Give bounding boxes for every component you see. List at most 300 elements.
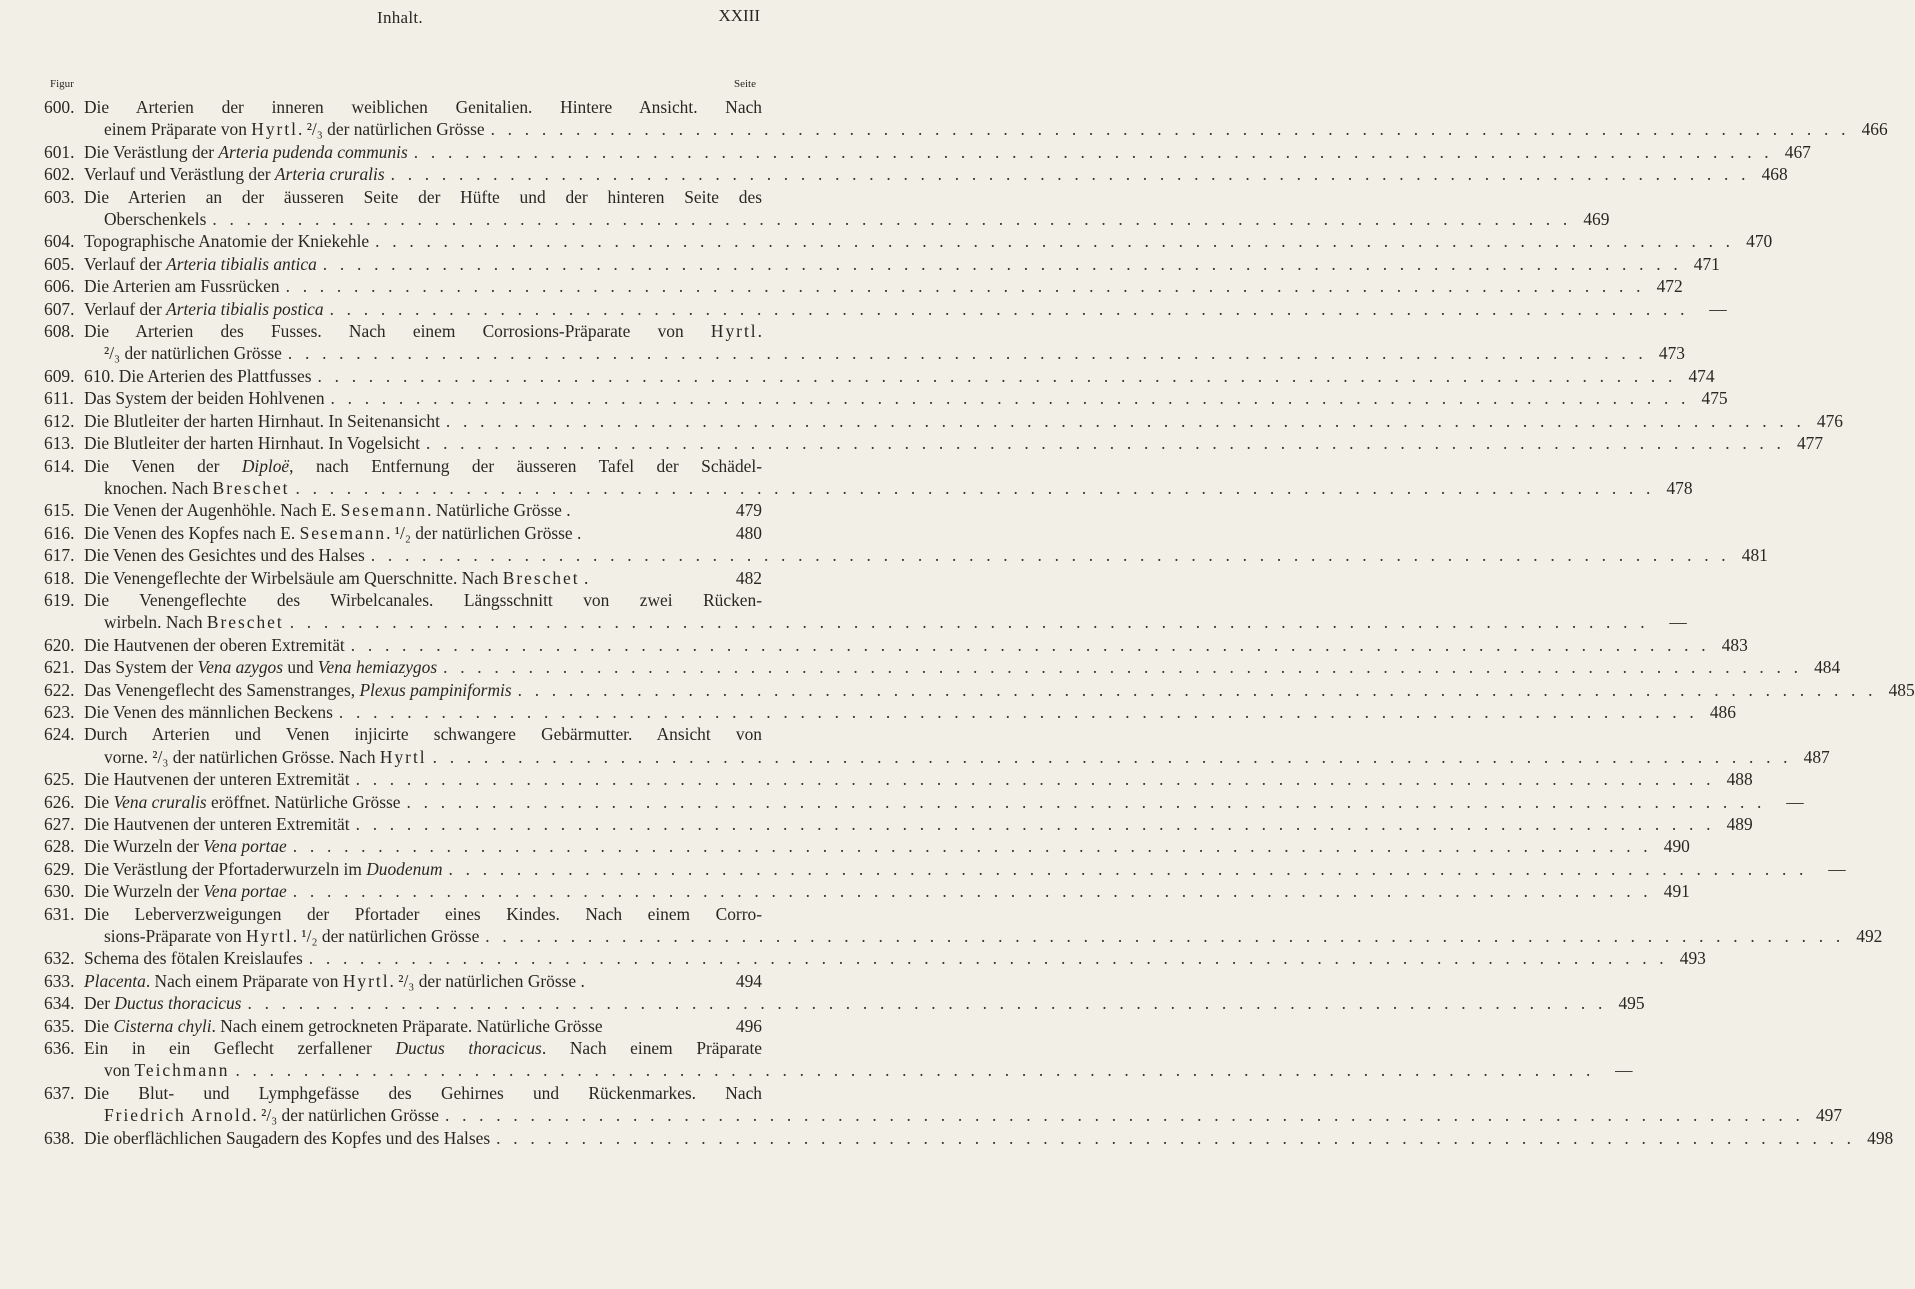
text-segment: Ein in ein Geflecht zerfallener (84, 1038, 396, 1059)
text-segment: Die Venengeflechte der Wirbelsäule am Querschnitte. Nach (84, 567, 503, 588)
text-segment: Das Venengeflecht des Samenstranges, (84, 679, 360, 700)
figure-entry (44, 947, 1706, 969)
figure-entry (44, 768, 1753, 790)
latin-term: Arteria tibialis postica (166, 298, 324, 319)
text-segment: knochen. Nach (104, 477, 213, 498)
dot-leader: . . . . . . . . . . . . . . . . . . . . . . . . . . . . . . . . . . . . . . . . . . . . . . . . . . . . . . . . . . . . . . . . . . . . . . . . . . . . . . . . (322, 253, 1682, 274)
dot-leader: . . . . . . . . . . . . . . . . . . . . . . . . . . . . . . . . . . . . . . . . . . . . . . . . . . . . . . . . . . . . . . . . . . . . . . . . . . . . . . . . (292, 836, 1652, 857)
entry-text (84, 456, 762, 476)
figure-entry (44, 544, 1768, 566)
figure-index-list (44, 96, 1915, 1149)
figure-number: 622. (44, 679, 75, 700)
figure-entry (44, 813, 1753, 835)
text-segment: . ²/₃ der natürlichen Grösse (298, 119, 485, 140)
latin-term: Arteria cruralis (274, 164, 385, 185)
figure-number: 627. (44, 814, 75, 834)
latin-term: Arteria pudenda communis (218, 141, 408, 162)
dot-leader: . . . . . . . . . . . . . . . . . . . . . . . . . . . . . . . . . . . . . . . . . . . . . . . . . . . . . . . . . . . . . . . . . . . . . . . . . . . . . . . . (317, 365, 1677, 386)
figure-number: 612. (44, 410, 75, 431)
figure-number: 620. (44, 634, 75, 655)
text-segment: ²/₃ der natürlichen Grösse (104, 343, 282, 364)
latin-term: Vena portae (203, 881, 287, 902)
page-ref: 475 (1701, 388, 1728, 409)
entry-line (84, 1127, 1894, 1149)
entry-text (104, 1059, 229, 1081)
author-name: Hyrtl (342, 970, 390, 991)
text-segment: Die Arterien an der äusseren Seite der Hüfte und der hinteren Seite des (84, 186, 762, 207)
page-number: XXIII (718, 6, 760, 25)
figure-entry (44, 970, 762, 992)
entry-line (84, 903, 762, 925)
figure-entry (44, 163, 1788, 185)
entry-line (84, 1082, 762, 1104)
page-ref: 480 (735, 522, 762, 543)
page-ref: 491 (1663, 881, 1690, 902)
column-label-figur: Figur (50, 78, 74, 90)
latin-term: Ductus thoracicus (114, 993, 242, 1014)
dot-leader: . . . . . . . . . . . . . . . . . . . . . . . . . . . . . . . . . . . . . . . . . . . . . . . . . . . . . . . . . . . . . . . . . . . . . . . . . . . . . . . . (496, 1127, 1856, 1148)
entry-text (84, 992, 241, 1014)
latin-term: Vena hemiazygos (317, 657, 438, 678)
entry-line (84, 342, 1685, 364)
text-segment: Die Wurzeln der (84, 836, 204, 857)
text-segment: Topographische Anatomie der Kniekehle (84, 231, 370, 252)
entry-line (84, 947, 1706, 969)
entry-line (84, 1059, 1633, 1081)
dot-leader: . . . . . . . . . . . . . . . . . . . . . . . . . . . . . . . . . . . . . . . . . . . . . . . . . . . . . . . . . . . . . . . . . . . . . . . . . . . . . . . . (485, 926, 1845, 947)
page-ref: 490 (1663, 836, 1690, 857)
entry-text (84, 768, 350, 790)
page-ref: 495 (1618, 993, 1645, 1014)
latin-term: Placenta (84, 970, 146, 991)
entry-text (84, 275, 280, 297)
dot-leader: . . . . . . . . . . . . . . . . . . . . . . . . . . . . . . . . . . . . . . . . . . . . . . . . . . . . . . . . . . . . . . . . . . . . . . . . . . . . . . . . (285, 276, 1645, 297)
entry-text (84, 141, 408, 163)
dot-leader: . . . . . . . . . . . . . . . . . . . . . . . . . . . . . . . . . . . . . . . . . . . . . . . . . . . . . . . . . . . . . . . . . . . . . . . . . . . . . . . . (355, 814, 1715, 834)
figure-entry (44, 723, 1830, 768)
figure-number: 630. (44, 881, 75, 902)
text-segment: . ²/₃ der natürlichen Grösse . (389, 970, 585, 991)
latin-term: Plexus pampiniformis (359, 679, 512, 700)
page-ref: — (1669, 612, 1687, 633)
text-segment: . ¹/₂ der natürlichen Grösse . (386, 522, 582, 543)
entry-line (84, 387, 1728, 409)
entry-line (84, 634, 1748, 656)
entry-text (84, 187, 762, 207)
page-ref: — (1709, 298, 1727, 319)
entry-line (84, 410, 1843, 432)
entry-text (84, 567, 588, 589)
figure-number: 637. (44, 1082, 75, 1103)
text-segment: Die Venen der (84, 455, 242, 476)
page-ref: 466 (1861, 119, 1888, 140)
dot-leader: . . . . . . . . . . . . . . . . . . . . . . . . . . . . . . . . . . . . . . . . . . . . . . . . . . . . . . . . . . . . . . . . . . . . . . . . . . . . . . . . (329, 298, 1689, 319)
text-segment: Die Arterien am Fussrücken (84, 276, 280, 297)
text-segment: Die Blutleiter der harten Hirnhaut. In Vogelsicht (84, 433, 420, 454)
entry-text (84, 432, 420, 454)
dot-leader: . . . . . . . . . . . . . . . . . . . . . . . . . . . . . . . . . . . . . . . . . . . . . . . . . . . . . . . . . . . . . . . . . . . . . . . . . . . . . . . . (406, 791, 1766, 812)
author-name: Sesemann (340, 500, 428, 521)
figure-number: 629. (44, 858, 75, 879)
figure-number: 608. (44, 321, 75, 342)
text-segment: Die Verästlung der (84, 141, 219, 162)
entry-line (84, 544, 1768, 566)
text-segment: . ²/₃ der natürlichen Grösse (252, 1105, 439, 1126)
figure-number: 624. (44, 724, 75, 745)
entry-line (84, 253, 1720, 275)
dot-leader: . . . . . . . . . . . . . . . . . . . . . . . . . . . . . . . . . . . . . . . . . . . . . . . . . . . . . . . . . . . . . . . . . . . . . . . . . . . . . . . . (443, 657, 1803, 678)
entry-text (84, 858, 443, 880)
author-name: Breschet (502, 567, 580, 588)
entry-line (84, 275, 1683, 297)
dot-leader: . . . . . . . . . . . . . . . . . . . . . . . . . . . . . . . . . . . . . . . . . . . . . . . . . . . . . . . . . . . . . . . . . . . . . . . . . . . . . . . . (355, 769, 1715, 790)
figure-number: 626. (44, 791, 75, 812)
page-ref: 467 (1784, 141, 1811, 162)
dot-leader: . . . . . . . . . . . . . . . . . . . . . . . . . . . . . . . . . . . . . . . . . . . . . . . . . . . . . . . . . . . . . . . . . . . . . . . . . . . . . . . . (425, 433, 1786, 454)
page-ref: 489 (1726, 814, 1753, 834)
figure-entry (44, 141, 1811, 163)
dot-leader: . . . . . . . . . . . . . . . . . . . . . . . . . . . . . . . . . . . . . . . . . . . . . . . . . . . . . . . . . . . . . . . . . . . . . . . . . . . . . . . . (330, 388, 1690, 409)
figure-number: 613. (44, 433, 75, 454)
text-segment: . ¹/₂ der natürlichen Grösse (292, 926, 480, 947)
entry-line (84, 298, 1727, 320)
figure-number: 635. (44, 1015, 75, 1036)
figure-entry (44, 432, 1824, 454)
figure-number: 634. (44, 993, 75, 1014)
dot-leader: . . . . . . . . . . . . . . . . . . . . . . . . . . . . . . . . . . . . . . . . . . . . . . . . . . . . . . . . . . . . . . . . . . . . . . . . . . . . . . . . (247, 993, 1607, 1014)
figure-entry (44, 903, 1883, 948)
page-ref: 473 (1658, 343, 1685, 364)
figure-entry (44, 835, 1690, 857)
entry-text (84, 1038, 762, 1058)
text-segment: Die Venen des Gesichtes und des Halses (84, 545, 365, 566)
figure-entry (44, 522, 762, 544)
text-segment: Die Hautvenen der unteren Extremität (84, 814, 350, 834)
page-ref: 481 (1741, 545, 1768, 566)
figure-entry (44, 656, 1841, 678)
text-segment: einem Präparate von (104, 119, 252, 140)
dot-leader: . . . . . . . . . . . . . . . . . . . . . . . . . . . . . . . . . . . . . . . . . . . . . . . . . . . . . . . . . . . . . . . . . . . . . . . . . . . . . . . . (350, 634, 1710, 655)
column-label-seite: Seite (734, 78, 756, 90)
entry-line (84, 858, 1846, 880)
dot-leader: . . . . . . . . . . . . . . . . . . . . . . . . . . . . . . . . . . . . . . . . . . . . . . . . . . . . . . . . . . . . . . . . . . . . . . . . . . . . . . . . (370, 545, 1730, 566)
dot-leader: . . . . . . . . . . . . . . . . . . . . . . . . . . . . . . . . . . . . . . . . . . . . . . . . . . . . . . . . . . . . . . . . . . . . . . . . . . . . . . . . (338, 701, 1698, 722)
figure-number: 625. (44, 769, 75, 790)
text-segment: Die Wurzeln der (84, 881, 204, 902)
figure-entry (44, 253, 1720, 275)
entry-text (84, 365, 312, 387)
text-segment: Verlauf der (84, 253, 167, 274)
entry-text (84, 1127, 490, 1149)
text-segment: . Natürliche Grösse . (427, 500, 571, 521)
page-ref: 477 (1796, 433, 1824, 454)
text-segment: Die Venen der Augenhöhle. Nach E. (84, 500, 341, 521)
entry-line (84, 567, 762, 589)
entry-line (84, 141, 1811, 163)
entry-text (84, 163, 385, 185)
entry-text (84, 522, 581, 544)
dot-leader: . . . . . . . . . . . . . . . . . . . . . . . . . . . . . . . . . . . . . . . . . . . . . . . . . . . . . . . . . . . . . . . . . . . . . . . . . . . . . . . . (308, 948, 1668, 969)
entry-text (84, 97, 762, 117)
text-segment: sions-Präparate von (104, 926, 246, 947)
entry-text (84, 904, 762, 924)
latin-term: Arteria tibialis antica (166, 253, 317, 274)
figure-entry (44, 992, 1645, 1014)
entry-line (84, 432, 1824, 454)
page-ref: 497 (1815, 1105, 1843, 1126)
entry-line (84, 589, 762, 611)
author-name: Hyrtl (710, 321, 758, 342)
dot-leader: . . . . . . . . . . . . . . . . . . . . . . . . . . . . . . . . . . . . . . . . . . . . . . . . . . . . . . . . . . . . . . . . . . . . . . . . . . . . . . . . (490, 119, 1850, 140)
page-ref: 469 (1583, 209, 1610, 230)
entry-text (104, 477, 290, 499)
entry-line (84, 1037, 762, 1059)
text-segment: Die Leberverzweigungen der Pfortader eines Kindes. Nach einem Corro- (84, 903, 762, 924)
entry-text (84, 253, 317, 275)
figure-number: 616. (44, 522, 75, 543)
page-title: Inhalt. (376, 8, 423, 27)
latin-term: Vena cruralis (113, 791, 207, 812)
text-segment: Durch Arterien und Venen injicirte schwangere Gebärmutter. Ansicht von (84, 724, 762, 745)
entry-line (84, 701, 1736, 723)
figure-entry (44, 679, 1915, 701)
figure-number: 633. (44, 970, 75, 991)
figure-number: 603. (44, 186, 75, 207)
text-segment: . Nach einem getrockneten Präparate. Natürliche Grösse (211, 1015, 603, 1036)
figure-entry (44, 589, 1687, 634)
entry-line (84, 679, 1915, 701)
latin-term: Duodenum (366, 858, 443, 879)
figure-entry (44, 1015, 762, 1037)
page-ref: 483 (1721, 634, 1748, 655)
figure-entry (44, 410, 1843, 432)
dot-leader: . . . . . . . . . . . . . . . . . . . . . . . . . . . . . . . . . . . . . . . . . . . . . . . . . . . . . . . . . . . . . . . . . . . . . . . . . . . . . . . . (289, 612, 1649, 633)
figure-entry (44, 499, 762, 521)
page-ref: 488 (1726, 769, 1753, 790)
figure-number: 605. (44, 253, 75, 274)
entry-text (104, 746, 427, 768)
page-ref: 468 (1761, 164, 1788, 185)
page-ref: 485 (1888, 679, 1915, 700)
text-segment: eröffnet. Natürliche Grösse (206, 791, 401, 812)
entry-line (84, 723, 762, 745)
entry-line (84, 925, 1883, 947)
dot-leader: . . . . . . . . . . . . . . . . . . . . . . . . . . . . . . . . . . . . . . . . . . . . . . . . . . . . . . . . . . . . . . . . . . . . . . . . . . . . . . . . (295, 477, 1655, 498)
entry-text (104, 208, 206, 230)
dot-leader: . . . . . . . . . . . . . . . . . . . . . . . . . . . . . . . . . . . . . . . . . . . . . . . . . . . . . . . . . . . . . . . . . . . . . . . . . . . . . . . . (292, 881, 1652, 902)
entry-line (84, 992, 1645, 1014)
text-segment: Die Arterien der inneren weiblichen Genitalien. Hintere Ansicht. Nach (84, 97, 762, 117)
entry-text (84, 880, 287, 902)
page-ref: 484 (1814, 657, 1841, 678)
text-segment: Die Verästlung der Pfortaderwurzeln im (84, 858, 367, 879)
page-ref: 498 (1867, 1127, 1894, 1148)
dot-leader: . . . . . . . . . . . . . . . . . . . . . . . . . . . . . . . . . . . . . . . . . . . . . . . . . . . . . . . . . . . . . . . . . . . . . . . . . . . . . . . . (517, 679, 1877, 700)
text-segment: Die (84, 1015, 114, 1036)
figure-entry (44, 298, 1727, 320)
figure-number: 628. (44, 836, 75, 857)
text-segment: , nach Entfernung der äusseren Tafel der Schädel- (289, 455, 762, 476)
text-segment: Die Hautvenen der oberen Extremität (84, 634, 345, 655)
figure-entry (44, 1127, 1894, 1149)
author-name: Hyrtl (246, 926, 293, 947)
entry-text (84, 970, 585, 992)
entry-line (84, 320, 762, 342)
dot-leader: . . . . . . . . . . . . . . . . . . . . . . . . . . . . . . . . . . . . . . . . . . . . . . . . . . . . . . . . . . . . . . . . . . . . . . . . . . . . . . . . (390, 164, 1750, 185)
entry-line (84, 186, 762, 208)
author-name: Hyrtl (379, 746, 427, 767)
entry-text (104, 1104, 439, 1126)
entry-text (84, 499, 571, 521)
entry-line (84, 611, 1687, 633)
figure-number: 601. (44, 141, 75, 162)
dot-leader: . . . . . . . . . . . . . . . . . . . . . . . . . . . . . . . . . . . . . . . . . . . . . . . . . . . . . . . . . . . . . . . . . . . . . . . . . . . . . . . . (287, 343, 1647, 364)
text-segment: von (104, 1060, 135, 1081)
text-segment: 610. Die Arterien des Plattfusses (84, 365, 312, 386)
page-ref: 471 (1693, 253, 1720, 274)
page-ref: 493 (1679, 948, 1706, 969)
entry-text (84, 947, 303, 969)
entry-text (84, 724, 762, 744)
figure-number: 615. (44, 500, 75, 521)
figure-number: 602. (44, 164, 75, 185)
entry-line (84, 791, 1804, 813)
latin-term: Ductus thoracicus (395, 1038, 542, 1059)
text-segment: wirbeln. Nach (104, 612, 207, 633)
text-segment: Das System der beiden Hohlvenen (84, 388, 325, 409)
text-segment: Die Arterien des Fusses. Nach einem Corrosions-Präparate von (84, 321, 711, 342)
entry-line (84, 365, 1715, 387)
entry-line (84, 163, 1788, 185)
dot-leader: . . . . . . . . . . . . . . . . . . . . . . . . . . . . . . . . . . . . . . . . . . . . . . . . . . . . . . . . . . . . . . . . . . . . . . . . . . . . . . . . (375, 231, 1735, 252)
entry-line (84, 522, 762, 544)
entry-line (84, 499, 762, 521)
entry-line (84, 970, 762, 992)
figure-number: 617. (44, 545, 75, 566)
figure-number: 604. (44, 231, 75, 252)
text-segment: Schema des fötalen Kreislaufes (84, 948, 303, 969)
figure-entry (44, 701, 1736, 723)
entry-line (84, 208, 1610, 230)
entry-line (84, 455, 762, 477)
page-ref: 476 (1816, 410, 1843, 431)
entry-text (84, 321, 762, 341)
page-ref: 487 (1803, 746, 1830, 767)
entry-line (84, 746, 1830, 768)
author-name: Breschet (212, 477, 290, 498)
entry-text (84, 656, 437, 678)
page-ref: — (1828, 858, 1846, 879)
page-ref: 482 (735, 567, 762, 588)
page-ref: 478 (1666, 477, 1693, 498)
page-ref: — (1615, 1060, 1633, 1081)
text-segment: Die Venen des Kopfes nach E. (84, 522, 300, 543)
text-segment: Verlauf und Verästlung der (84, 164, 275, 185)
page-ref: — (1786, 791, 1804, 812)
author-name: Breschet (206, 612, 284, 633)
figure-entry (44, 387, 1728, 409)
dot-leader: . . . . . . . . . . . . . . . . . . . . . . . . . . . . . . . . . . . . . . . . . . . . . . . . . . . . . . . . . . . . . . . . . . . . . . . . . . . . . . . . (413, 141, 1773, 162)
dot-leader: . . . . . . . . . . . . . . . . . . . . . . . . . . . . . . . . . . . . . . . . . . . . . . . . . . . . . . . . . . . . . . . . . . . . . . . . . . . . . . . . (448, 858, 1808, 879)
figure-entry (44, 320, 1685, 365)
figure-number: 606. (44, 276, 75, 297)
figure-number: 607. (44, 298, 75, 319)
entry-line (84, 118, 1888, 140)
figure-number: 636. (44, 1038, 75, 1059)
entry-text (84, 679, 512, 701)
page-ref: 486 (1709, 701, 1736, 722)
figure-entry (44, 96, 1888, 141)
latin-term: Vena portae (203, 836, 287, 857)
figure-entry (44, 230, 1773, 252)
figure-entry (44, 365, 1715, 387)
author-name: Hyrtl (251, 119, 298, 140)
figure-entry (44, 1037, 1633, 1082)
dot-leader: . . . . . . . . . . . . . . . . . . . . . . . . . . . . . . . . . . . . . . . . . . . . . . . . . . . . . . . . . . . . . . . . . . . . . . . . . . . . . . . . (445, 410, 1805, 431)
entry-text (84, 590, 762, 610)
figure-entry (44, 880, 1690, 902)
author-name: Friedrich Arnold (104, 1105, 253, 1126)
latin-term: Cisterna chyli (113, 1015, 212, 1036)
text-segment: . Nach einem Präparate von (145, 970, 343, 991)
figure-entry (44, 634, 1748, 656)
figure-entry (44, 567, 762, 589)
entry-line (84, 96, 762, 118)
entry-line (84, 835, 1690, 857)
figure-entry (44, 186, 1610, 231)
text-segment: Die Hautvenen der unteren Extremität (84, 769, 350, 790)
page-ref: 474 (1688, 365, 1715, 386)
figure-number: 621. (44, 657, 75, 678)
text-segment: und (283, 657, 318, 678)
figure-entry (44, 455, 1693, 500)
text-segment: Die Venengeflechte des Wirbelcanales. Längsschnitt von zwei Rücken- (84, 589, 762, 610)
entry-text (84, 1083, 762, 1103)
text-segment: Die Venen des männlichen Beckens (84, 701, 333, 722)
entry-text (84, 701, 333, 723)
text-segment: vorne. ²/₃ der natürlichen Grösse. Nach (104, 746, 380, 767)
entry-text (84, 410, 440, 432)
figure-entry (44, 858, 1846, 880)
entry-line (84, 477, 1693, 499)
figure-number: 614. (44, 455, 75, 476)
entry-text (84, 544, 365, 566)
page-ref: 472 (1656, 276, 1683, 297)
text-segment: Der (84, 993, 115, 1014)
figure-entry (44, 1082, 1843, 1127)
figure-entry (44, 275, 1683, 297)
text-segment: Die Blut- und Lymphgefässe des Gehirnes und Rückenmarkes. Nach (84, 1082, 762, 1103)
entry-line (84, 656, 1841, 678)
page-ref: 496 (735, 1015, 762, 1036)
entry-line (84, 1015, 762, 1037)
entry-line (84, 768, 1753, 790)
entry-text (84, 1015, 603, 1037)
dot-leader: . . . . . . . . . . . . . . . . . . . . . . . . . . . . . . . . . . . . . . . . . . . . . . . . . . . . . . . . . . . . . . . . . . . . . . . . . . . . . . . . (444, 1105, 1805, 1126)
entry-line (84, 813, 1753, 835)
entry-text (84, 298, 324, 320)
author-name: Teichmann (134, 1060, 230, 1081)
entry-text (104, 925, 479, 947)
entry-text (104, 118, 485, 140)
entry-text (84, 230, 369, 252)
figure-number: 600. (44, 97, 75, 117)
text-segment: Das System der (84, 657, 198, 678)
dot-leader: . . . . . . . . . . . . . . . . . . . . . . . . . . . . . . . . . . . . . . . . . . . . . . . . . . . . . . . . . . . . . . . . . . . . . . . . . . . . . . . . (235, 1060, 1595, 1081)
entry-line (84, 1104, 1843, 1126)
entry-text (84, 791, 401, 813)
text-segment: . Nach einem Präparate (541, 1038, 762, 1059)
